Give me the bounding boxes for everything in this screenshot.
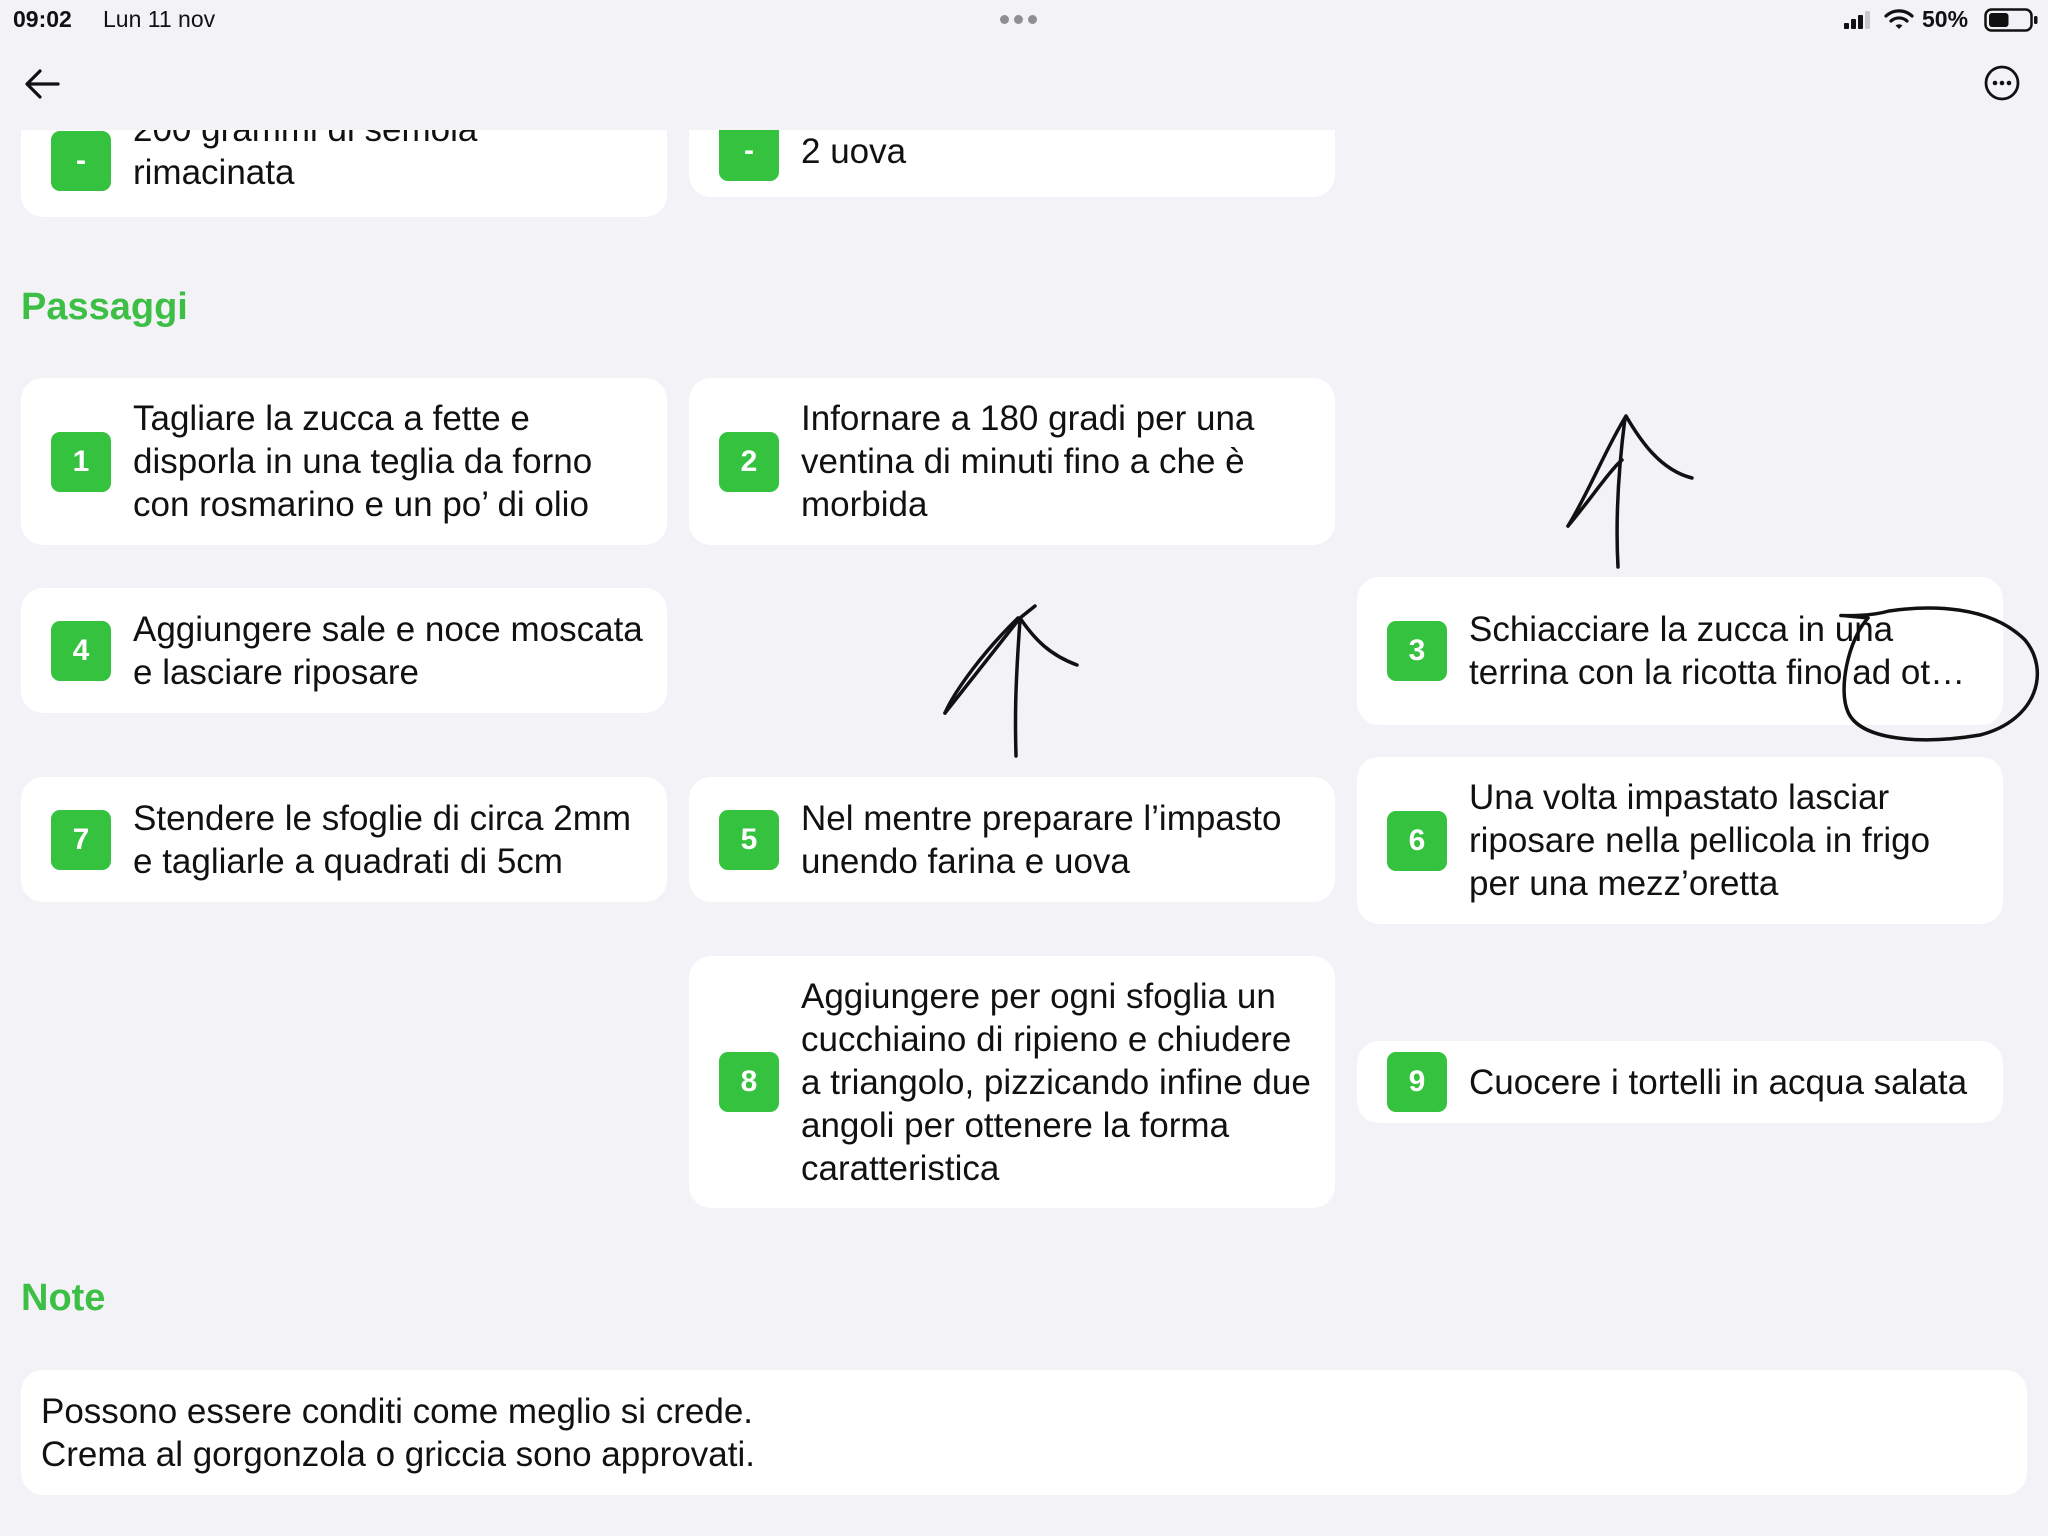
step-number-badge: 2 xyxy=(719,432,779,492)
step-text: Una volta impastato lasciar riposare nella pellicola in frigo per una mezz’oretta xyxy=(1469,778,1931,903)
battery-icon xyxy=(1984,8,2040,32)
notes-card[interactable] xyxy=(21,1370,2027,1495)
step-card[interactable] xyxy=(689,956,1335,1208)
step-text: Nel mentre preparare l’impasto unendo farina e uova xyxy=(801,798,1282,881)
ingredient-text: rimacinata xyxy=(133,153,295,192)
cellular-signal-icon xyxy=(1843,8,1873,30)
notes-line: Crema al gorgonzola o griccia sono approvati. xyxy=(41,1435,755,1474)
step-number-badge: 6 xyxy=(1387,811,1447,871)
step-number-badge: 5 xyxy=(719,810,779,870)
multitasking-dots-icon[interactable] xyxy=(1000,11,1042,29)
battery-percent: 50% xyxy=(1922,6,1969,32)
step-card[interactable] xyxy=(1357,1041,2003,1123)
ingredient-badge[interactable]: - xyxy=(719,121,779,181)
step-card[interactable] xyxy=(21,378,667,545)
handwritten-arrow-icon xyxy=(945,606,1077,756)
step-number-badge: 9 xyxy=(1387,1052,1447,1112)
step-text: Schiacciare la zucca in una terrina con la ricotta fino ad ot… xyxy=(1469,610,1966,692)
step-number-badge: 7 xyxy=(51,810,111,870)
handwritten-arrow-icon xyxy=(1568,416,1692,567)
more-options-button[interactable] xyxy=(1983,64,2021,102)
step-number-badge: 4 xyxy=(51,621,111,681)
steps-section-title: Passaggi xyxy=(21,286,188,328)
step-card[interactable] xyxy=(21,588,667,713)
status-date: Lun 11 nov xyxy=(103,6,216,32)
step-text: Aggiungere sale e noce moscata e lasciare riposare xyxy=(133,609,643,692)
step-text: Stendere le sfoglie di circa 2mm e tagliarle a quadrati di 5cm xyxy=(133,798,631,881)
step-text: Infornare a 180 gradi per una ventina di minuti fino a che è morbida xyxy=(801,399,1255,524)
navigation-bar xyxy=(0,40,2048,130)
step-text: Tagliare la zucca a fette e disporla in una teglia da forno con rosmarino e un po’ di olio xyxy=(133,399,593,524)
back-button[interactable] xyxy=(22,66,62,102)
notes-section-title: Note xyxy=(21,1277,106,1319)
status-bar xyxy=(0,0,2048,40)
notes-line: Possono essere conditi come meglio si crede. xyxy=(41,1392,754,1431)
step-card[interactable] xyxy=(1357,757,2003,924)
step-number-badge: 8 xyxy=(719,1052,779,1112)
step-card[interactable] xyxy=(1357,577,2003,725)
step-card[interactable] xyxy=(689,378,1335,545)
status-time: 09:02 xyxy=(13,6,72,32)
step-card[interactable] xyxy=(689,777,1335,902)
step-text: Aggiungere per ogni sfoglia un cucchiaino di ripieno e chiudere a triangolo, pizzicando infine due angoli per ottenere la forma caratteristica xyxy=(801,976,1311,1188)
wifi-icon xyxy=(1884,7,1914,31)
ingredient-text: 2 uova xyxy=(801,131,907,171)
step-number-badge: 3 xyxy=(1387,621,1447,681)
step-card[interactable] xyxy=(21,777,667,902)
step-number-badge: 1 xyxy=(51,432,111,492)
step-text: Cuocere i tortelli in acqua salata xyxy=(1469,1062,1968,1102)
ingredient-badge[interactable]: - xyxy=(51,131,111,191)
